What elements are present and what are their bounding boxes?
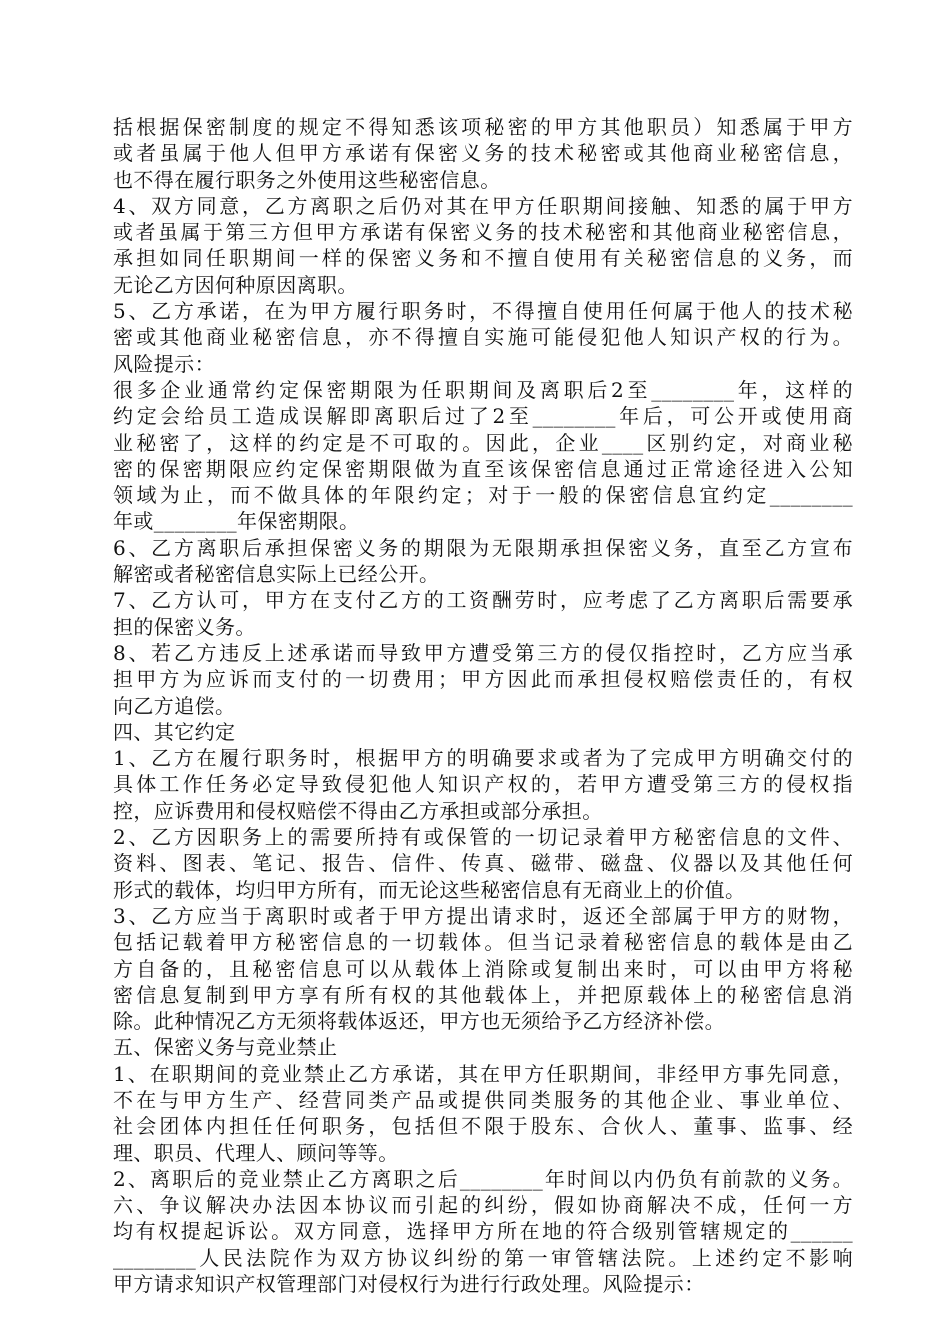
text-line: 4、双方同意，乙方离职之后仍对其在甲方任职期间接触、知悉的属于甲方 [113, 193, 853, 218]
text-line: 或者虽属于他人但甲方承诺有保密义务的技术秘密或其他商业秘密信息， [113, 141, 853, 166]
text-line: 承担如同任职期间一样的保密义务和不擅自使用有关秘密信息的义务，而 [113, 246, 853, 271]
text-line: 1、乙方在履行职务时，根据甲方的明确要求或者为了完成甲方明确交付的 [113, 746, 853, 771]
text-line: 不在与甲方生产、经营同类产品或提供同类服务的其他企业、事业单位、 [113, 1087, 853, 1112]
text-line: 控，应诉费用和侵权赔偿不得由乙方承担或部分承担。 [113, 798, 603, 823]
text-line: 1、在职期间的竞业禁止乙方承诺，其在甲方任职期间，非经甲方事先同意， [113, 1061, 853, 1086]
text-line: 很多企业通常约定保密期限为任职期间及离职后2至________年，这样的 [113, 377, 853, 402]
text-line: 风险提示： [113, 351, 215, 376]
text-line: 包括记载着甲方秘密信息的一切载体。但当记录着秘密信息的载体是由乙 [113, 930, 853, 955]
text-line: 7、乙方认可，甲方在支付乙方的工资酬劳时，应考虑了乙方离职后需要承 [113, 588, 853, 613]
text-line: 四、其它约定 [113, 719, 236, 744]
text-line: 括根据保密制度的规定不得知悉该项秘密的甲方其他职员）知悉属于甲方 [113, 115, 853, 139]
text-line: 3、乙方应当于离职时或者于甲方提出请求时，返还全部属于甲方的财物， [113, 903, 853, 928]
text-line: 解密或者秘密信息实际上已经公开。 [113, 562, 440, 587]
text-line: 业秘密了，这样的约定是不可取的。因此，企业____区别约定，对商业秘 [113, 430, 853, 455]
text-line: 担甲方为应诉而支付的一切费用；甲方因此而承担侵权赔偿责任的，有权 [113, 667, 853, 692]
text-line: 也不得在履行职务之外使用这些秘密信息。 [113, 167, 501, 192]
text-line: 密信息复制到甲方享有所有权的其他载体上，并把原载体上的秘密信息消 [113, 982, 853, 1007]
text-line: 2、乙方因职务上的需要所持有或保管的一切记录着甲方秘密信息的文件、 [113, 825, 853, 850]
text-line: ________人民法院作为双方协议纠纷的第一审管辖法院。上述约定不影响 [113, 1245, 853, 1270]
text-line: 六、争议解决办法因本协议而引起的纠纷，假如协商解决不成，任何一方 [113, 1193, 853, 1218]
text-line: 形式的载体，均归甲方所有，而无论这些秘密信息有无商业上的价值。 [113, 877, 746, 902]
text-line: 理、职员、代理人、顾问等等。 [113, 1140, 399, 1165]
text-line: 密或其他商业秘密信息，亦不得擅自实施可能侵犯他人知识产权的行为。 [113, 325, 853, 350]
text-line: 具体工作任务必定导致侵犯他人知识产权的，若甲方遭受第三方的侵权指 [113, 772, 853, 797]
text-line: 五、保密义务与竞业禁止 [113, 1035, 338, 1060]
text-line: 社会团体内担任任何职务，包括但不限于股东、合伙人、董事、监事、经 [113, 1114, 853, 1139]
text-line: 5、乙方承诺，在为甲方履行职务时，不得擅自使用任何属于他人的技术秘 [113, 299, 853, 324]
text-line: 约定会给员工造成误解即离职后过了2至________年后，可公开或使用商 [113, 404, 853, 429]
text-line: 除。此种情况乙方无须将载体返还，甲方也无须给予乙方经济补偿。 [113, 1009, 725, 1034]
document-body [113, 114, 853, 1297]
text-line: 领域为止，而不做具体的年限约定；对于一般的保密信息宜约定________ [113, 483, 853, 508]
text-line: 均有权提起诉讼。双方同意，选择甲方所在地的符合级别管辖规定的______ [113, 1219, 853, 1244]
text-line: 2、离职后的竞业禁止乙方离职之后________年时间以内仍负有前款的义务。 [113, 1166, 853, 1191]
text-line: 或者虽属于第三方但甲方承诺有保密义务的技术秘密和其他商业秘密信息， [113, 220, 853, 245]
text-line: 向乙方追偿。 [113, 693, 236, 718]
text-line: 担的保密义务。 [113, 614, 256, 639]
text-line: 无论乙方因何种原因离职。 [113, 272, 358, 297]
text-line: 6、乙方离职后承担保密义务的期限为无限期承担保密义务，直至乙方宣布 [113, 535, 853, 560]
text-line: 方自备的，且秘密信息可以从载体上消除或复制出来时，可以由甲方将秘 [113, 956, 853, 981]
text-line: 资料、图表、笔记、报告、信件、传真、磁带、磁盘、仪器以及其他任何 [113, 851, 853, 876]
text-line: 甲方请求知识产权管理部门对侵权行为进行行政处理。风险提示： [113, 1272, 705, 1297]
text-line: 8、若乙方违反上述承诺而导致甲方遭受第三方的侵仅指控时，乙方应当承 [113, 640, 853, 665]
text-line: 密的保密期限应约定保密期限做为直至该保密信息通过正常途径进入公知 [113, 456, 853, 481]
text-line: 年或________年保密期限。 [113, 509, 360, 534]
